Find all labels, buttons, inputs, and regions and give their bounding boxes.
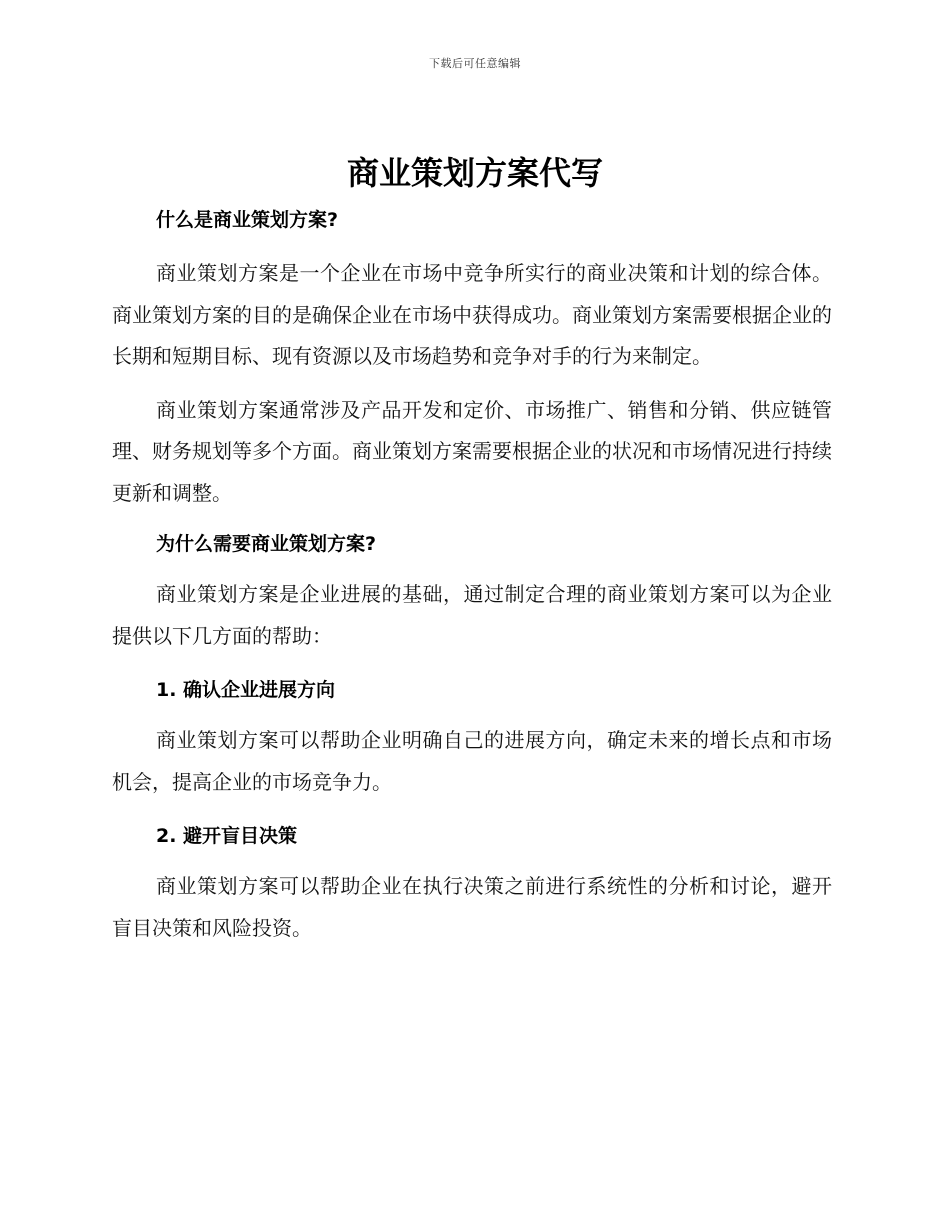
document-title: 商业策划方案代写 bbox=[346, 154, 603, 192]
paragraph: 商业策划方案是一个企业在市场中竞争所实行的商业决策和计划的综合体。商业策划方案的目的是确保企业在市场中获得成功。商业策划方案需要根据企业的长期和短期目标、现有资源以及市场趋势和竞争对手的行为来制定。 bbox=[112, 261, 832, 368]
paragraph: 商业策划方案可以帮助企业明确自己的进展方向，确定未来的增长点和市场机会，提高企业的市场竞争力。 bbox=[112, 728, 832, 794]
section-heading-why-needed: 为什么需要商业策划方案? bbox=[156, 533, 377, 555]
section-heading-what-is: 什么是商业策划方案? bbox=[156, 209, 339, 231]
header-note: 下载后可任意编辑 bbox=[429, 57, 521, 70]
paragraph: 商业策划方案可以帮助企业在执行决策之前进行系统性的分析和讨论，避开盲目决策和风险投资。 bbox=[112, 874, 832, 940]
section-heading-avoid-blind-decisions: 2. 避开盲目决策 bbox=[156, 825, 298, 847]
paragraph: 商业策划方案是企业进展的基础，通过制定合理的商业策划方案可以为企业提供以下几方面的帮助： bbox=[112, 582, 832, 648]
section-heading-direction: 1. 确认企业进展方向 bbox=[156, 679, 336, 701]
paragraph: 商业策划方案通常涉及产品开发和定价、市场推广、销售和分销、供应链管理、财务规划等多个方面。商业策划方案需要根据企业的状况和市场情况进行持续更新和调整。 bbox=[112, 397, 832, 505]
document-body bbox=[112, 204, 832, 949]
